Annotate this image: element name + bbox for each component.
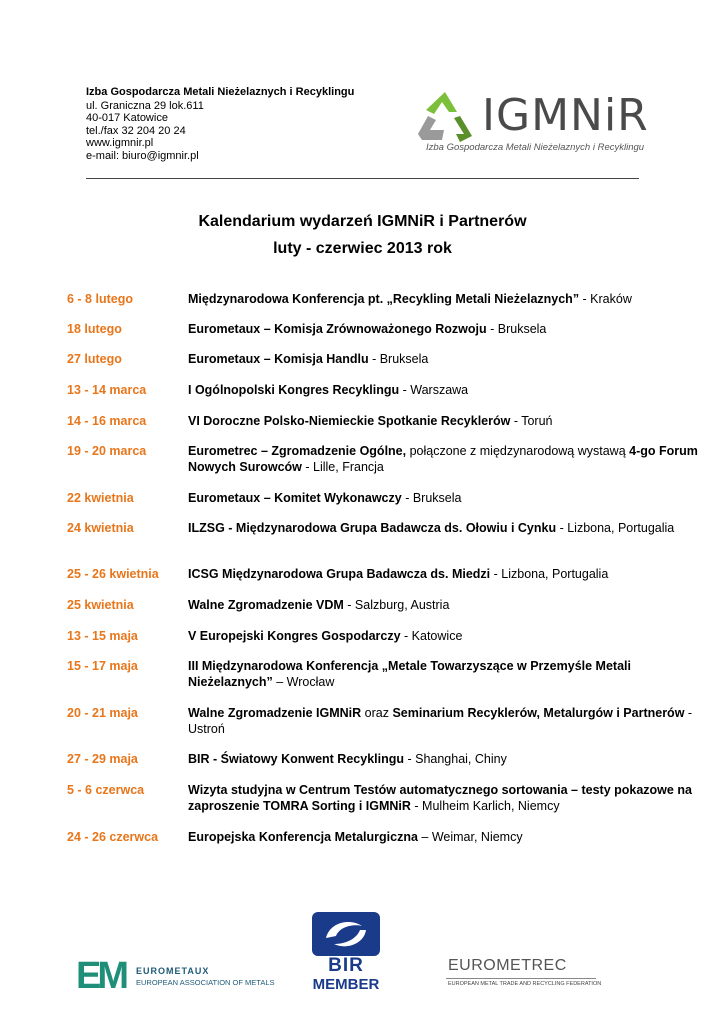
event-description [188, 351, 698, 367]
event-location: - Lille, Francja [301, 460, 384, 474]
page-subtitle: luty - czerwiec 2013 rok [273, 240, 452, 257]
event-date: 27 lutego [67, 352, 122, 366]
event-location: - Bruksela [368, 352, 429, 366]
event-location: - Bruksela [401, 491, 462, 505]
logo-subtitle: Izba Gospodarcza Metali Nieżelaznych i Recyklingu [426, 142, 645, 153]
event-name: Wizyta studyjna w Centrum Testów automatycznego sortowania – testy pokazowe na zaproszenie TOMRA Sorting i IGMNiR [188, 783, 692, 813]
event-location: – Wrocław [272, 675, 335, 689]
event-description [188, 490, 698, 506]
email-link[interactable]: e-mail: biuro@igmnir.pl [86, 149, 199, 162]
event-name: V Europejski Kongres Gospodarczy [188, 629, 401, 643]
event-description [188, 658, 698, 690]
event-location: - Lizbona, Portugalia [556, 521, 675, 535]
event-date: 18 lutego [67, 322, 122, 336]
event-date: 24 kwietnia [67, 521, 134, 535]
event-date: 6 - 8 lutego [67, 292, 133, 306]
event-name: Eurometrec – Zgromadzenie Ogólne, [188, 444, 407, 458]
event-description [188, 520, 698, 536]
address-line-2: 40-017 Katowice [86, 112, 168, 124]
event-description [188, 566, 698, 582]
event-date: 14 - 16 marca [67, 414, 147, 428]
event-name: I Ogólnopolski Kongres Recyklingu [188, 383, 400, 397]
eurometaux-subtitle: EUROPEAN ASSOCIATION OF METALS [136, 978, 275, 987]
org-name: Izba Gospodarcza Metali Nieżelaznych i Recyklingu [86, 86, 355, 98]
event-description [188, 291, 698, 307]
eurometaux-mark: EM [76, 955, 125, 997]
event-location: - Toruń [510, 414, 553, 428]
event-name: Walne Zgromadzenie IGMNiR [188, 706, 362, 720]
event-location: - Katowice [400, 629, 463, 643]
phone: tel./fax 32 204 20 24 [86, 124, 186, 137]
event-name: Europejska Konferencja Metalurgiczna [188, 830, 418, 844]
event-location: - Ustroń [188, 706, 693, 736]
eurometaux-name: EUROMETAUX [136, 966, 210, 976]
eurometrec-name: EUROMETREC [448, 957, 567, 974]
address-line-1: ul. Graniczna 29 lok.611 [86, 99, 204, 112]
event-description [188, 782, 698, 814]
logo-wordmark: IGMNiR [482, 90, 649, 141]
event-description [188, 829, 698, 845]
event-description [188, 705, 698, 737]
event-date: 25 - 26 kwietnia [67, 567, 159, 581]
eurometrec-subtitle: EUROPEAN METAL TRADE AND RECYCLING FEDERATION [448, 981, 602, 987]
event-name: Eurometaux – Komisja Zrównoważonego Rozwoju [188, 322, 487, 336]
event-date: 13 - 15 maja [67, 629, 138, 643]
event-name: Międzynarodowa Konferencja pt. „Recykling Metali Nieżelaznych” [188, 292, 580, 306]
website-link[interactable]: www.igmnir.pl [86, 137, 154, 149]
event-name: 4-go Forum Nowych Surowców [188, 444, 698, 474]
event-date: 20 - 21 maja [67, 706, 138, 720]
event-name: Eurometaux – Komisja Handlu [188, 352, 369, 366]
event-date: 15 - 17 maja [67, 659, 138, 673]
bir-member-label: MEMBER [312, 976, 380, 993]
eurometaux-logo [76, 955, 276, 995]
event-name: Eurometaux – Komitet Wykonawczy [188, 491, 402, 505]
event-location: - Shanghai, Chiny [404, 752, 507, 766]
event-description [188, 413, 698, 429]
event-name: III Międzynarodowa Konferencja „Metale Towarzyszące w Przemyśle Metali Nieżelaznych” [188, 659, 631, 689]
event-description [188, 443, 698, 475]
eurometrec-logo [446, 957, 654, 997]
event-name: BIR - Światowy Konwent Recyklingu [188, 752, 404, 766]
event-location: oraz [361, 706, 393, 720]
event-date: 5 - 6 czerwca [67, 783, 145, 797]
event-name: Seminarium Recyklerów, Metalurgów i Partnerów [392, 706, 685, 720]
event-location: - Salzburg, Austria [343, 598, 450, 612]
event-name: ILZSG - Międzynarodowa Grupa Badawcza ds. Ołowiu i Cynku [188, 521, 557, 535]
igmnir-logo [414, 90, 649, 158]
eurometrec-divider [446, 978, 596, 979]
event-date: 13 - 14 marca [67, 383, 147, 397]
recycle-icon [414, 90, 476, 146]
event-date: 24 - 26 czerwca [67, 830, 159, 844]
event-date: 25 kwietnia [67, 598, 134, 612]
event-date: 22 kwietnia [67, 491, 134, 505]
event-description [188, 628, 698, 644]
event-location: - Lizbona, Portugalia [490, 567, 609, 581]
event-description [188, 382, 698, 398]
event-date: 19 - 20 marca [67, 444, 147, 458]
event-description [188, 321, 698, 337]
event-description [188, 597, 698, 613]
header-divider [86, 178, 639, 179]
event-location: - Bruksela [486, 322, 547, 336]
page-title: Kalendarium wydarzeń IGMNiR i Partnerów [198, 213, 527, 230]
event-name: VI Doroczne Polsko-Niemieckie Spotkanie Recyklerów [188, 414, 511, 428]
bir-name: BIR [328, 955, 364, 976]
event-location: połączone z międzynarodową wystawą [406, 444, 630, 458]
event-name: ICSG Międzynarodowa Grupa Badawcza ds. Miedzi [188, 567, 491, 581]
event-date: 27 - 29 maja [67, 752, 138, 766]
event-location: – Weimar, Niemcy [417, 830, 523, 844]
event-name: Walne Zgromadzenie VDM [188, 598, 344, 612]
event-location: - Warszawa [399, 383, 469, 397]
letterhead-contact [86, 86, 354, 162]
event-description [188, 751, 698, 767]
bir-globe-icon [306, 912, 386, 956]
event-location: - Mulheim Karlich, Niemcy [410, 799, 560, 813]
bir-member-logo [306, 912, 386, 996]
event-location: - Kraków [579, 292, 632, 306]
